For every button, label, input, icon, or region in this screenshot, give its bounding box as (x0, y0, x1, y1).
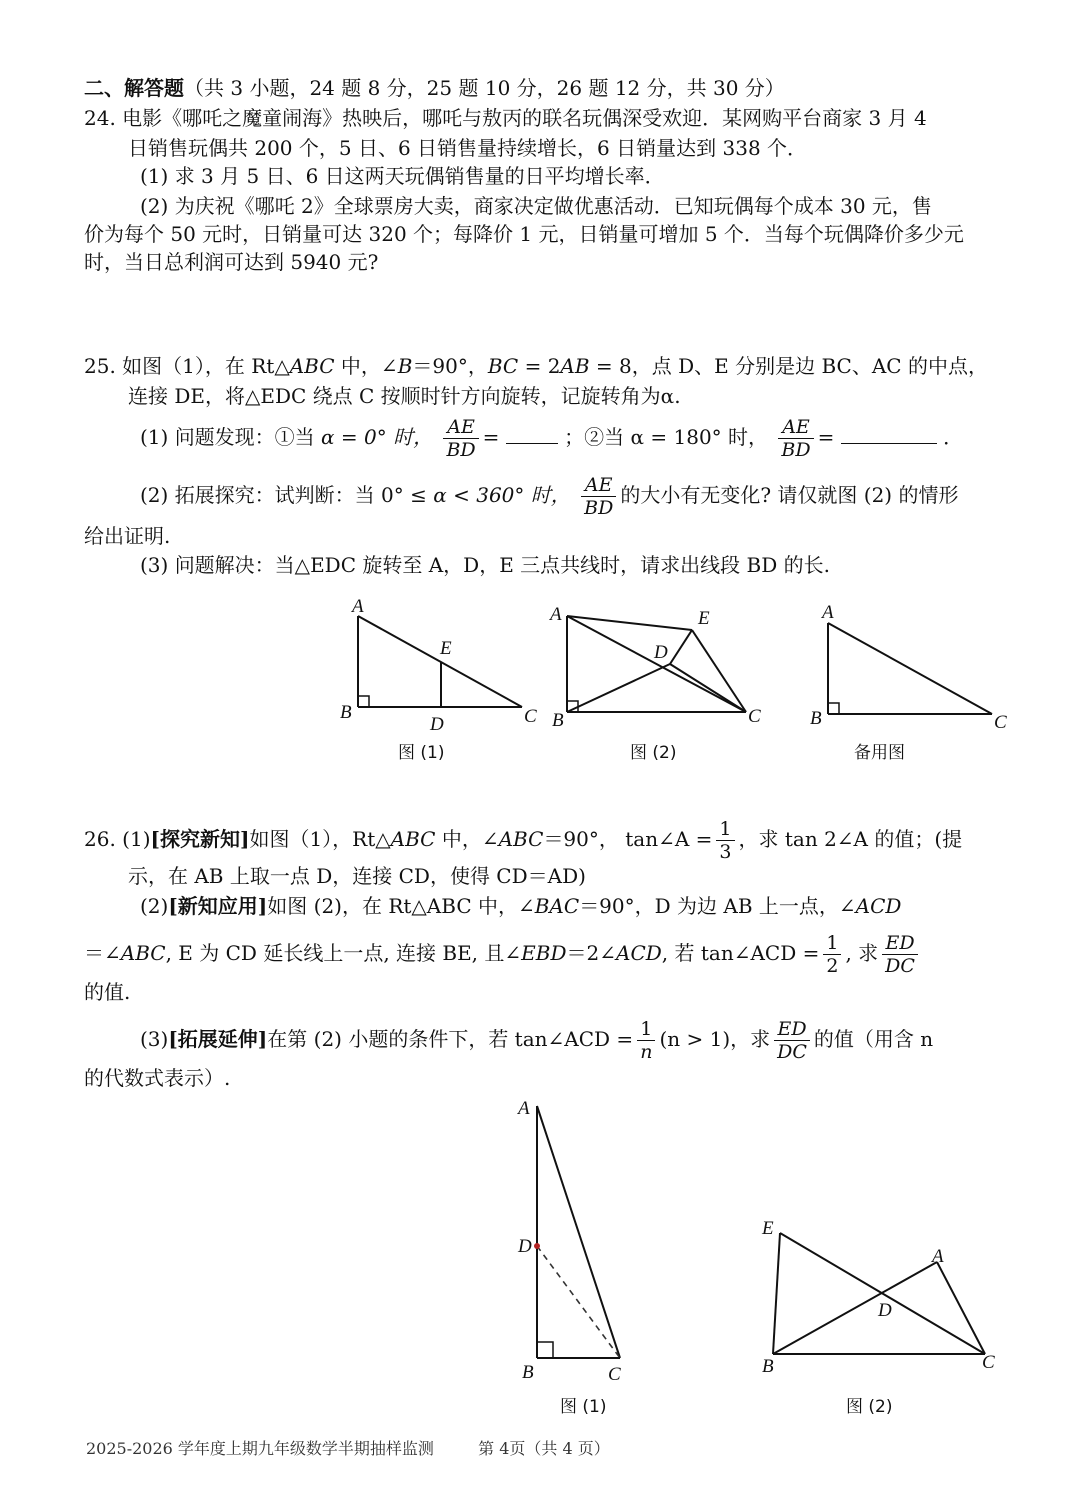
q26-p3-t3: , E 为 CD 延长线上一点, 连接 BE, 且∠ (165, 941, 522, 965)
q25-t3: 中，∠ (334, 354, 398, 378)
q26-fraction-1-2 (823, 932, 841, 977)
q25-p1-t5: ． (943, 425, 964, 449)
frac-num: ED (774, 1018, 810, 1041)
q26-t8: ，求 tan 2∠A 的值；(提 (738, 827, 963, 851)
q25-p1-t3: ；②当 (564, 425, 625, 449)
caption-fig1: 图 (1) (398, 743, 445, 763)
q25-part1 (140, 416, 963, 461)
q25-t4: B (397, 354, 413, 378)
q26-p3-t8: , 求 (845, 941, 879, 965)
q26-number: 26. (84, 827, 116, 851)
q26-p2-t1: (2) (140, 894, 169, 918)
q26-fraction-ed-dc-1 (882, 932, 918, 977)
q25-figures (320, 590, 1040, 770)
q25-p2-t2: α < 360° 时， (426, 483, 571, 507)
q25-figure-2 (548, 604, 761, 763)
q24-part2-line1: (2) 为庆祝《哪吒 2》全球票房大卖，商家决定做优惠活动．已知玩偶每个成本 30 元，售 (140, 194, 932, 218)
label-b: B (762, 1356, 774, 1377)
caption-fig2: 图 (2) (846, 1397, 893, 1417)
label-b: B (522, 1362, 534, 1383)
q26-part2-line2 (84, 932, 922, 977)
q26-part3-line2: 的代数式表示）. (84, 1066, 231, 1090)
q26-p2-t2: 如图 (2)，在 Rt△ABC 中，∠ (267, 894, 535, 918)
right-angle-mark (828, 703, 839, 714)
frac-num: AE (443, 416, 478, 439)
frac-num: AE (778, 416, 813, 439)
q25-t8: AB (560, 354, 590, 378)
frac-num: 1 (823, 932, 841, 955)
label-c: C (994, 712, 1007, 733)
q26-p3-t1: ＝∠ (84, 941, 121, 965)
segment-ba (773, 1262, 937, 1354)
q26-p3-t7: , 若 tan∠ACD = (661, 941, 820, 965)
q25-number: 25. (84, 354, 116, 378)
frac-num: ED (882, 932, 918, 955)
q24-part1: (1) 求 3 月 5 日、6 日这两天玩偶销售量的日平均增长率． (140, 164, 665, 188)
q26-p5-t3: (n > 1)，求 (659, 1027, 771, 1051)
q25-fraction-ae-bd-1 (443, 416, 478, 461)
q26-part2-line1 (140, 892, 901, 920)
footer (86, 1436, 610, 1459)
label-a: A (518, 1098, 530, 1119)
q26-t2: 如图（1），Rt△ (249, 827, 391, 851)
label-a: A (550, 604, 562, 625)
q25-p2-t3: 的大小有无变化? 请仅就图 (2) 的情形 (620, 483, 959, 507)
section-title: 二、解答题 (84, 76, 184, 100)
label-a: A (932, 1246, 944, 1267)
q25-part2-line2: 给出证明. (84, 524, 171, 548)
q25-fraction-ae-bd-3 (581, 474, 616, 519)
q25-t2: ABC (289, 354, 335, 378)
frac-den: 2 (826, 955, 839, 977)
segment-ac (567, 616, 746, 712)
q25-t9: = 8 (589, 354, 632, 378)
q26-fraction-ed-dc-2 (774, 1018, 810, 1063)
q25-line2: 连接 DE，将△EDC 绕点 C 按顺时针方向旋转，记旋转角为α. (128, 384, 681, 408)
right-angle-mark (537, 1342, 553, 1358)
label-c: C (524, 706, 537, 727)
q26-line2: 示，在 AB 上取一点 D，连接 CD，使得 CD＝AD) (128, 864, 586, 888)
q25-part2 (140, 474, 958, 519)
section-note: （共 3 小题，24 题 8 分，25 题 10 分，26 题 12 分，共 30 分） (184, 76, 785, 100)
q25-t5: ＝90°， (412, 354, 488, 378)
segment-dc (670, 664, 746, 712)
label-d: D (654, 642, 668, 663)
label-b: B (552, 710, 564, 731)
label-e: E (440, 638, 452, 659)
caption-fig2: 图 (2) (630, 743, 677, 763)
q26-t3: ABC (390, 827, 436, 851)
q24-part2-line3: 时，当日总利润可达到 5940 元? (84, 250, 379, 274)
right-angle-mark (358, 696, 369, 707)
frac-den: n (640, 1041, 653, 1063)
q26-figure-2 (761, 1218, 995, 1417)
caption-fig3: 备用图 (854, 743, 905, 763)
q26-p3-t4: EBD (521, 941, 567, 965)
q26-part2-line3: 的值. (84, 980, 131, 1004)
q24-number: 24. (84, 106, 116, 130)
segment-cd-dashed (537, 1246, 620, 1358)
q26-tag-extend: [拓展延伸] (168, 1027, 268, 1051)
section-header (84, 74, 785, 102)
segment-bd (567, 664, 670, 712)
q26-p5-t1: (3) (140, 1027, 169, 1051)
label-a: A (822, 602, 834, 623)
point-d (534, 1243, 540, 1249)
frac-num: 1 (716, 818, 734, 841)
q25-line1 (84, 352, 988, 380)
q25-t10: ，点 D、E 分别是边 BC、AC 的中点， (631, 354, 988, 378)
q24-part2-line2: 价为每个 50 元时，日销量可达 320 个；每降价 1 元，日销量可增加 5 个．当每个玩偶降价多少元 (84, 222, 964, 246)
label-b: B (340, 702, 352, 723)
q26-t4: 中，∠ (435, 827, 499, 851)
segment-ed (670, 630, 692, 664)
q26-t6: ＝90°， (543, 827, 619, 851)
label-e: E (762, 1218, 774, 1239)
segment-ac (828, 623, 992, 714)
frac-den: DC (777, 1041, 807, 1063)
q25-p1-t2: α = 0° 时， (314, 425, 434, 449)
q26-p3-t6: ACD (616, 941, 662, 965)
q25-t7: = 2 (518, 354, 561, 378)
q25-p2-t1: (2) 拓展探究：试判断：当 0° ≤ (140, 483, 427, 507)
q26-p2-t4: ＝90°，D 为边 AB 上一点，∠ (579, 894, 856, 918)
segment-ac (537, 1106, 620, 1358)
q26-t5: ABC (498, 827, 544, 851)
footer-page-number: 第 4页（共 4 页） (478, 1439, 610, 1458)
q24-text-2: 日销售玩偶共 200 个，5 日、6 日销售量持续增长，6 日销量达到 338 个． (128, 136, 808, 160)
q26-p2-t3: BAC (534, 894, 580, 918)
q25-answer-blank-1[interactable] (506, 443, 558, 444)
frac-den: BD (446, 439, 476, 461)
frac-den: 3 (719, 841, 732, 863)
q26-p5-t4: 的值（用含 n (813, 1027, 934, 1051)
q25-t6: BC (487, 354, 519, 378)
frac-num: AE (581, 474, 616, 497)
q26-part3-line1 (140, 1018, 933, 1063)
q26-t1: (1) (122, 827, 151, 851)
q25-eq-2: = (817, 425, 835, 449)
label-d: D (518, 1236, 532, 1257)
q24-line1 (84, 104, 927, 132)
label-b: B (810, 708, 822, 729)
q26-tag-explore: [探究新知] (150, 827, 250, 851)
q25-figure-3 (810, 602, 1007, 763)
label-c: C (748, 706, 761, 727)
q26-tag-apply: [新知应用] (168, 894, 268, 918)
frac-den: BD (584, 497, 614, 519)
q25-fraction-ae-bd-2 (778, 416, 813, 461)
q26-t7: tan∠A = (625, 827, 713, 851)
q25-p1-t4: α = 180° 时， (624, 425, 769, 449)
q25-t1: 如图（1），在 Rt△ (122, 354, 290, 378)
q24-text-1: 电影《哪吒之魔童闹海》热映后，哪吒与敖丙的联名玩偶深受欢迎．某网购平台商家 3 月 4 (122, 106, 927, 130)
segment-ec (692, 630, 746, 712)
q25-p1-t1: (1) 问题发现：①当 (140, 425, 315, 449)
label-c: C (608, 1364, 621, 1385)
segment-ae (567, 616, 692, 630)
q25-answer-blank-2[interactable] (841, 443, 937, 444)
caption-fig1: 图 (1) (560, 1397, 607, 1417)
q26-line1 (84, 818, 962, 863)
q26-p2-t5: ACD (855, 894, 902, 918)
q26-p3-t5: ＝2∠ (566, 941, 616, 965)
label-a: A (352, 596, 364, 617)
label-e: E (698, 608, 710, 629)
q25-figure-1 (340, 596, 537, 763)
q25-part3: (3) 问题解决：当△EDC 旋转至 A，D，E 三点共线时，请求出线段 BD 的长. (140, 553, 830, 577)
frac-num: 1 (637, 1018, 655, 1041)
q26-figures (480, 1090, 1040, 1430)
label-c: C (982, 1352, 995, 1373)
label-d: D (878, 1300, 892, 1321)
q26-figure-1 (516, 1098, 621, 1417)
segment-eb (773, 1233, 780, 1354)
q26-p3-t2: ABC (120, 941, 166, 965)
q26-p5-t2: 在第 (2) 小题的条件下，若 tan∠ACD = (267, 1027, 634, 1051)
footer-exam-name: 2025-2026 学年度上期九年级数学半期抽样监测 (86, 1439, 434, 1458)
q25-eq-1: = (482, 425, 500, 449)
frac-den: DC (885, 955, 915, 977)
q26-fraction-1-3 (716, 818, 734, 863)
frac-den: BD (781, 439, 811, 461)
q26-fraction-1-n (637, 1018, 655, 1063)
label-d: D (430, 714, 444, 735)
